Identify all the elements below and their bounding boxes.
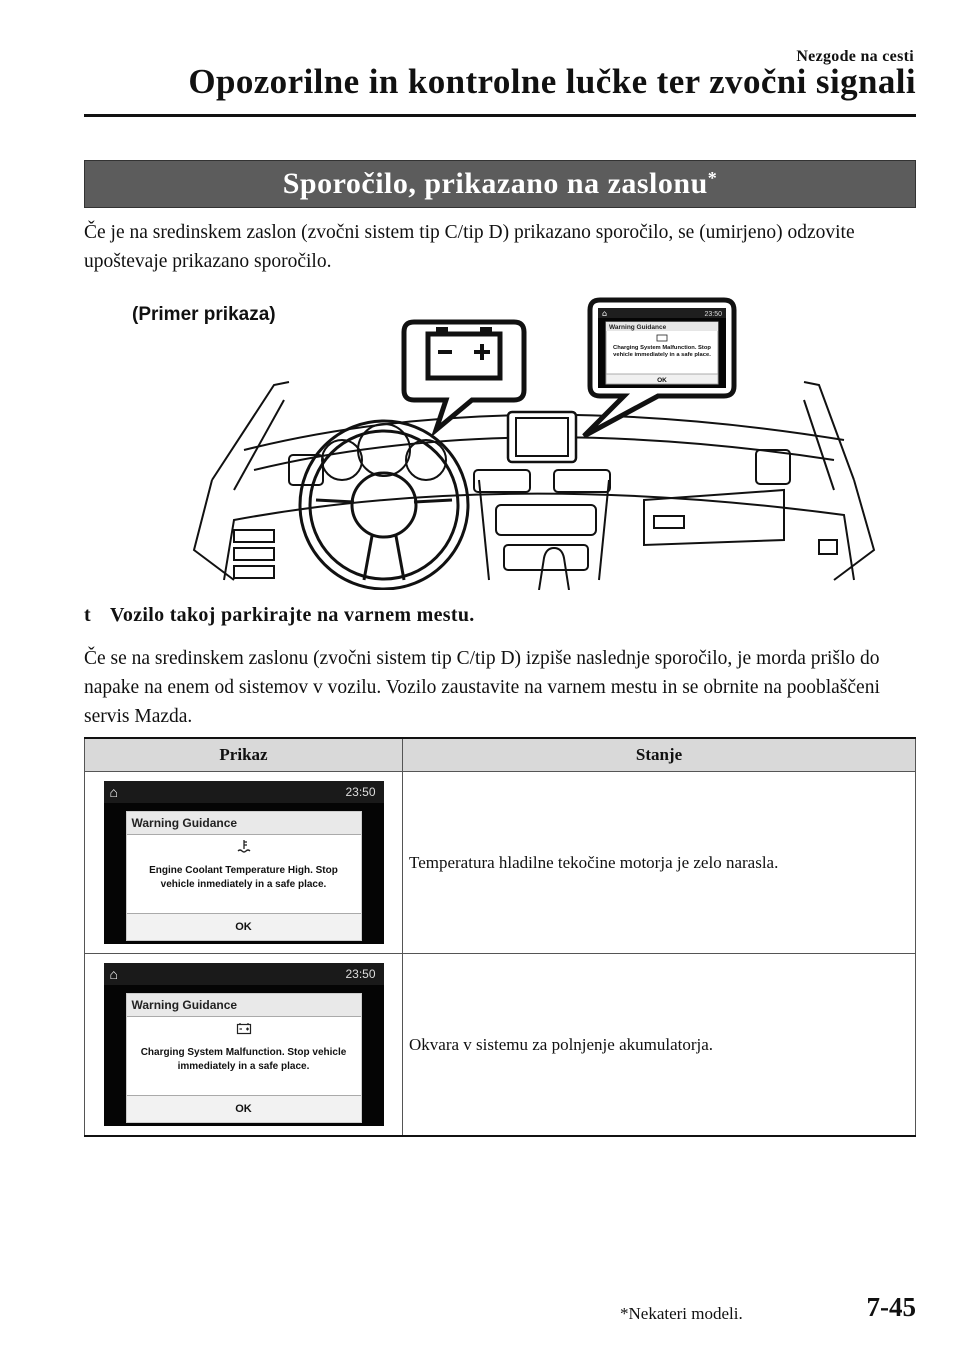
dashboard-figure [84,290,916,590]
page-title: Opozorilne in kontrolne lučke ter zvočni signali [188,62,916,101]
ok-button[interactable]: OK [127,913,361,940]
screen-clock: 23:50 [345,785,376,799]
screen-clock: 23:50 [345,967,376,981]
battery-icon [428,327,500,378]
subheading [84,604,475,627]
state-cell: Okvara v sistemu za polnjenje akumulatorja. [403,954,916,1137]
table-row [85,772,916,954]
message-table [84,737,916,1137]
callout-clock: 23:50 [704,311,722,318]
screen-topbar [104,963,384,985]
coolant-temperature-icon [127,839,361,858]
title-rule [84,114,916,117]
state-cell: Temperatura hladilne tekočine motorja je zelo narasla. [403,772,916,954]
warning-panel [126,811,362,941]
footer-note: *Nekateri modeli. [620,1304,743,1323]
ok-button[interactable]: OK [127,1095,361,1122]
callout-message: Charging System Malfunction. Stop vehicle immediately in a safe place. [613,345,711,358]
screen-cell [85,772,403,954]
body-paragraph: Če se na sredinskem zaslonu (zvočni sistem tip C/tip D) izpiše naslednje sporočilo, je morda prišlo do napake na enem od sistemov v vozilu. Vozilo zaustavite na varnem mestu in se obrnite na pooblaščeni servis Mazda. [84,648,880,727]
callout-ok: OK [657,377,667,384]
section-banner [84,160,916,208]
warning-screen [104,963,384,1126]
chapter-label: Nezgode na cesti [796,48,914,65]
warning-screen [104,781,384,944]
screen-cell [85,954,403,1137]
battery-icon [127,1021,361,1038]
panel-message: Charging System Malfunction. Stop vehicle immediately in a safe place. [140,1047,347,1072]
home-icon[interactable]: ⌂ [109,784,118,800]
section-title: Sporočilo, prikazano na zaslonu [282,167,708,200]
page-number: 7-45 [866,1292,916,1322]
panel-title: Warning Guidance [127,812,361,835]
warning-panel [126,993,362,1123]
center-display-screen [508,412,576,462]
callout-title: Warning Guidance [609,324,667,331]
intro-paragraph: Če je na sredinskem zaslon (zvočni sistem tip C/tip D) prikazano sporočilo, se (umirjeno) odzovite upoštevaje prikazano sporočilo. [84,222,855,272]
svg-text:⌂: ⌂ [602,309,608,318]
figure-caption: (Primer prikaza) [132,304,276,325]
section-asterisk: * [707,167,718,188]
panel-title: Warning Guidance [127,994,361,1017]
screen-topbar [104,781,384,803]
subheading-text: Vozilo takoj parkirajte na varnem mestu. [110,604,475,626]
table-row [85,954,916,1137]
subheading-bullet: t [84,604,91,626]
dashboard-illustration [84,290,916,590]
panel-message: Engine Coolant Temperature High. Stop vehicle inmediately in a safe place. [149,865,338,890]
home-icon[interactable]: ⌂ [109,966,118,982]
table-header-state: Stanje [403,738,916,772]
table-header-display: Prikaz [85,738,403,772]
